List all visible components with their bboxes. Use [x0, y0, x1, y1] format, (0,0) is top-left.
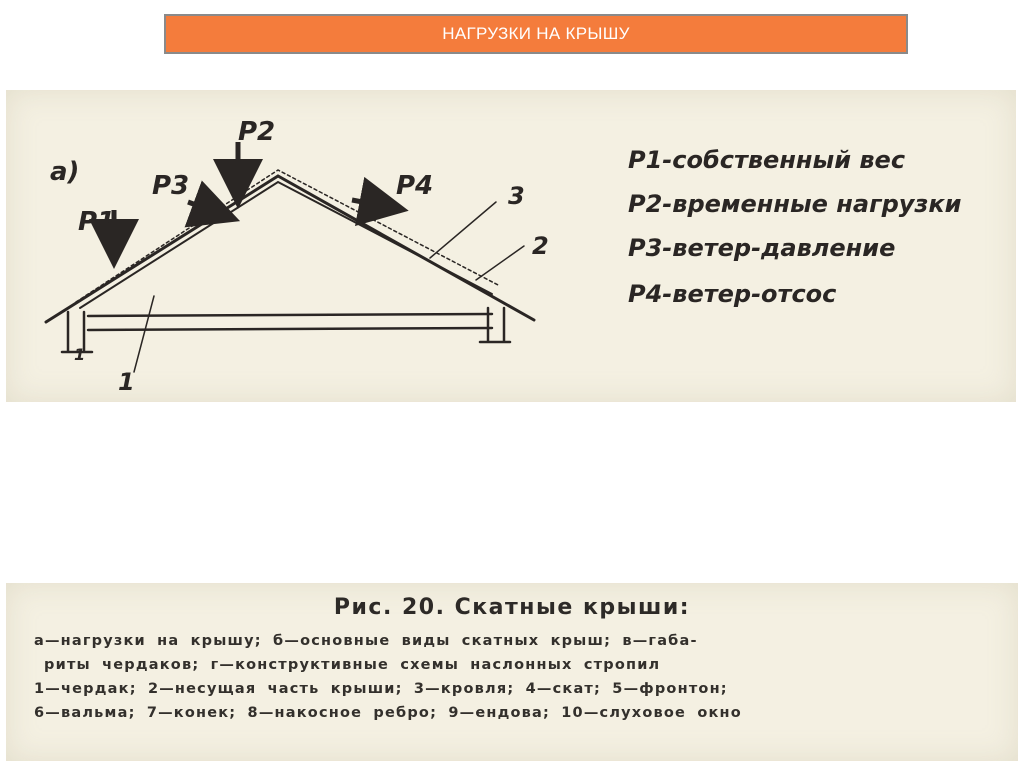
roof-loads-figure [6, 90, 1016, 402]
caption-title: Рис. 20. Скатные крыши: [333, 595, 691, 620]
caption-line: 6—вальма; 7—конек; 8—накосное ребро; 9—ендова; 10—слуховое окно [34, 705, 742, 721]
panel-label: а) [50, 157, 80, 187]
leader-line-3 [430, 202, 496, 258]
load-label-p1: P1 [78, 207, 116, 237]
part-number-3: 3 [508, 182, 525, 210]
figure-caption [6, 583, 1018, 761]
legend-item-p2: P2-временные нагрузки [628, 190, 962, 218]
p4-arrow-icon [352, 200, 394, 208]
legend-item-p1: P1-собственный вес [628, 146, 906, 174]
legend-item-p4: P4-ветер-отсос [628, 280, 837, 308]
roof-outline [46, 170, 534, 372]
load-label-p4: P4 [396, 171, 434, 201]
leader-line-2 [476, 246, 524, 280]
leader-line-1 [134, 296, 154, 372]
caption-line: а—нагрузки на крышу; б—основные виды скатных крыш; в—габа- [34, 633, 698, 649]
slide-title: НАГРУЗКИ НА КРЫШУ [164, 14, 908, 54]
part-number-1: 1 [118, 368, 135, 396]
caption-line: 1—чердак; 2—несущая часть крыши; 3—кровля; 4—скат; 5—фронтон; [34, 681, 728, 697]
roof-diagram [6, 90, 1016, 402]
part-number-wall: 1 [74, 345, 86, 364]
legend-item-p3: P3-ветер-давление [628, 234, 896, 262]
p3-arrow-icon [188, 202, 226, 216]
load-legend [628, 146, 962, 308]
load-label-p2: P2 [238, 117, 276, 147]
load-label-p3: P3 [152, 171, 190, 201]
caption-line: риты чердаков; г—конструктивные схемы наслонных стропил [44, 657, 661, 673]
part-number-2: 2 [532, 232, 549, 260]
